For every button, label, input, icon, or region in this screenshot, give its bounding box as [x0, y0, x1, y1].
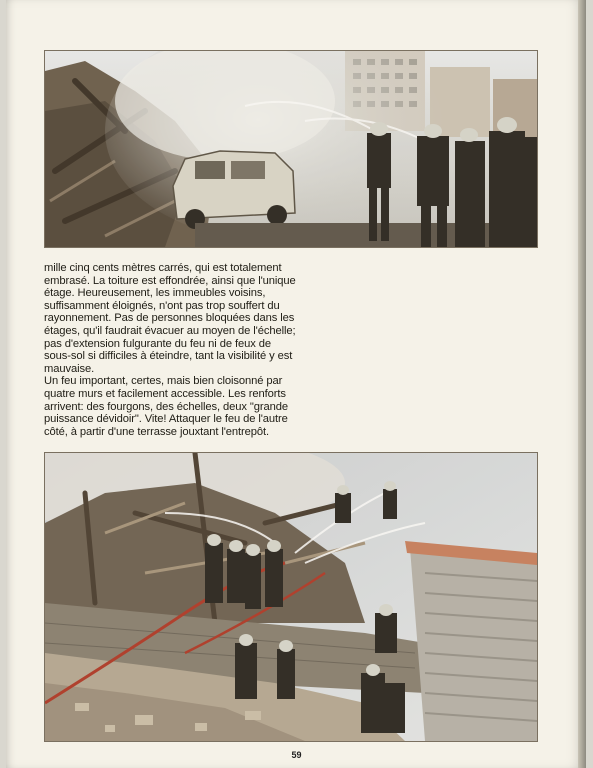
text-line: mauvaise.	[44, 362, 95, 375]
text-line: embrasé. La toiture est effondrée, ainsi que l'unique	[44, 274, 296, 287]
text-line: quatre murs et facilement accessible. Les renforts	[44, 387, 286, 400]
text-line: arrivent: des fourgons, des échelles, deux "grande	[44, 400, 289, 413]
text-line: puissance dévidoir". Vite! Attaquer le feu de l'autre	[44, 413, 288, 426]
text-line: rayonnement. Pas de personnes bloquées dans les	[44, 312, 295, 325]
text-line: suffisamment éloignés, n'ont pas trop souffert du	[44, 299, 280, 312]
text-line: Un feu important, certes, mais bien cloisonné par	[44, 375, 283, 388]
page-number: 59	[291, 750, 302, 760]
text-line: pas d'extension fulgurante du feu ni de feux de	[44, 337, 271, 350]
text-line: sous-sol si difficiles à éteindre, tant la visibilité y est	[44, 350, 293, 363]
text-line: côté, à partir d'une terrasse jouxtant l'entrepôt.	[44, 425, 270, 438]
photo-bottom-illustration	[45, 453, 537, 741]
article-body-text	[44, 262, 344, 438]
text-line: mille cinq cents mètres carrés, qui est totalement	[44, 262, 282, 274]
photo-firefighters-car-smoke	[44, 50, 538, 248]
photo-firefighters-ruins	[44, 452, 538, 742]
text-line: étage. Heureusement, les immeubles voisins,	[44, 287, 266, 300]
photo-top-illustration	[45, 51, 537, 247]
page-spine-shadow	[578, 0, 586, 768]
text-line: étages, qu'il faudrait évacuer au moyen de l'échelle;	[44, 324, 296, 337]
